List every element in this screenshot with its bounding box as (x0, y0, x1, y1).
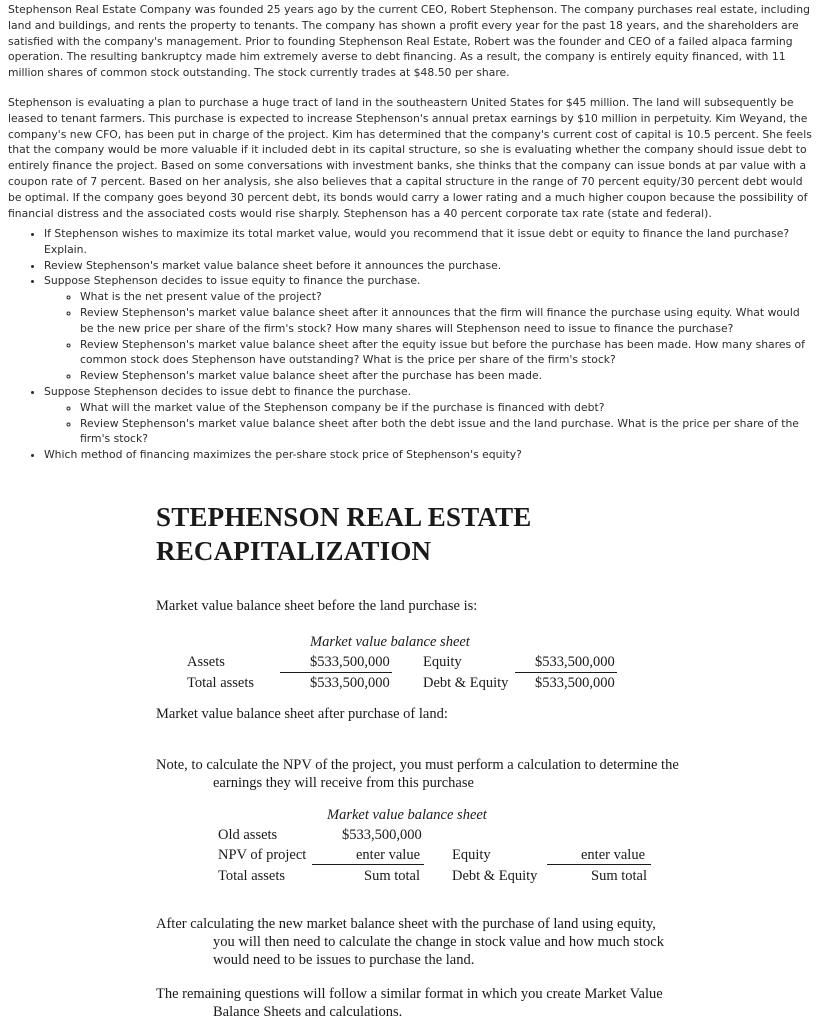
question-3b: ◦ Review Stephenson's market value balance sheet after it announces that the firm will finance the purchase using equity. What would be the new price per share of the firm's stock? How many shares will Stephenson need to issue to finance the purchase? (80, 305, 815, 337)
sheet2-equity-underline (547, 864, 651, 865)
sheet1-assets-value: $533,500,000 (310, 654, 390, 670)
sheet2-debt-equity-value: Sum total (591, 868, 647, 884)
sheet1-assets-underline (280, 672, 392, 673)
worksheet-title (156, 500, 532, 568)
question-4-sublist (44, 400, 815, 447)
sheet1-total-assets-label: Total assets (187, 675, 255, 691)
case-text-region (0, 0, 831, 470)
question-4 (44, 384, 815, 447)
question-3a: ◦ What is the net present value of the project? (80, 289, 815, 305)
case-paragraph-1: Stephenson Real Estate Company was founded 25 years ago by the current CEO, Robert Stephenson. The company purchases real estate, including land and buildings, and rents the property to tenants. The company has shown a profit every year for the past 18 years, and the shareholders are satisfied with the company's management. Prior to founding Stephenson Real Estate, Robert was the founder and CEO of a failed alpaca farming operation. The resulting bankruptcy made him extremely averse to debt financing. As a result, the company is entirely equity financed, with 11 million shares of common stock outstanding. The stock currently trades at $48.50 per share. (8, 3, 810, 80)
remaining-note-line-2: Balance Sheets and calculations. (213, 1004, 403, 1020)
sheet1-equity-underline (515, 672, 617, 673)
question-list (0, 226, 815, 463)
sheet1-caption: Market value balance sheet (310, 634, 470, 650)
npv-note-line-1: Note, to calculate the NPV of the project, you must perform a calculation to determine the (156, 757, 679, 773)
sheet1-equity-value: $533,500,000 (535, 654, 615, 670)
sheet2-debt-equity-label: Debt & Equity (452, 868, 538, 884)
question-1: • If Stephenson wishes to maximize its total market value, would you recommend that it issue debt or equity to finance the land purchase? Explain. (44, 226, 815, 258)
remaining-questions-note (156, 985, 663, 1021)
after-note-line-3: would need to be issues to purchase the land. (213, 952, 475, 968)
sheet2-total-assets-label: Total assets (218, 868, 286, 884)
sheet2-old-assets-label: Old assets (218, 827, 278, 843)
sheet1-assets-label: Assets (187, 654, 225, 670)
remaining-note-line-1: The remaining questions will follow a similar format in which you create Market Value (156, 986, 663, 1002)
question-3d: ◦ Review Stephenson's market value balance sheet after the purchase has been made. (80, 368, 815, 384)
sheet2-npv-label: NPV of project (218, 847, 307, 863)
question-3c: ◦ Review Stephenson's market value balance sheet after the equity issue but before the purchase has been made. How many shares of common stock does Stephenson have outstanding? What is the price per share of the firm's stock? (80, 337, 815, 369)
npv-note-line-2: earnings they will receive from this purchase (213, 775, 474, 791)
sheet1-debt-equity-value: $533,500,000 (535, 675, 615, 691)
sheet2-total-assets-value: Sum total (364, 868, 420, 884)
sheet2-npv-value[interactable]: enter value (356, 847, 421, 863)
question-2: • Review Stephenson's market value balance sheet before it announces the purchase. (44, 258, 815, 274)
sheet2-equity-value[interactable]: enter value (581, 847, 646, 863)
case-paragraph-2: Stephenson is evaluating a plan to purchase a huge tract of land in the southeastern United States for $45 million. The land will subsequently be leased to tenant farmers. This purchase is expected to increase Stephenson's annual pretax earnings by $10 million in perpetuity. Kim Weyand, the company's new CFO, has been put in charge of the project. Kim has determined that the company's current cost of capital is 10.5 percent. She feels that the company would be more valuable if it included debt in its capital structure, so she is evaluating whether the company should issue debt to entirely finance the project. Based on some conversations with investment banks, she thinks that the company can issue bonds at par value with a coupon rate of 7 percent. Based on her analysis, she also believes that a capital structure in the range of 70 percent equity/30 percent debt would be optimal. If the company goes beyond 30 percent debt, its bonds would carry a lower rating and a much higher coupon because the possibility of financial distress and the associated costs would rise sharply. Stephenson has a 40 percent corporate tax rate (state and federal). (8, 96, 812, 220)
intro-before-text: Market value balance sheet before the land purchase is: (156, 598, 478, 614)
intro-after-text: Market value balance sheet after purchase of land: (156, 706, 448, 722)
question-5: • Which method of financing maximizes the per-share stock price of Stephenson's equity? (44, 447, 815, 463)
sheet1-equity-label: Equity (423, 654, 462, 670)
question-3-sublist (44, 289, 815, 384)
sheet2-equity-label: Equity (452, 847, 491, 863)
npv-note (156, 756, 679, 792)
sheet2-old-assets-value: $533,500,000 (342, 827, 422, 843)
after-note-line-2: you will then need to calculate the change in stock value and how much stock (213, 934, 664, 950)
question-4-text: Suppose Stephenson decides to issue debt to finance the purchase. (44, 384, 412, 398)
worksheet-title-line-1: STEPHENSON REAL ESTATE (156, 502, 532, 532)
after-note-line-1: After calculating the new market balance sheet with the purchase of land using equity, (156, 916, 656, 932)
after-calculation-note (156, 915, 664, 969)
sheet2-npv-underline (312, 864, 424, 865)
sheet2-caption: Market value balance sheet (327, 807, 487, 823)
question-3-text: Suppose Stephenson decides to issue equity to finance the purchase. (44, 274, 421, 288)
sheet1-debt-equity-label: Debt & Equity (423, 675, 509, 691)
question-3 (44, 273, 815, 384)
worksheet-title-line-2: RECAPITALIZATION (156, 536, 432, 566)
question-4a: ◦ What will the market value of the Stephenson company be if the purchase is financed with debt? (80, 400, 815, 416)
question-4b: ◦ Review Stephenson's market value balance sheet after both the debt issue and the land purchase. What is the price per share of the firm's stock? (80, 416, 815, 448)
sheet1-total-assets-value: $533,500,000 (310, 675, 390, 691)
